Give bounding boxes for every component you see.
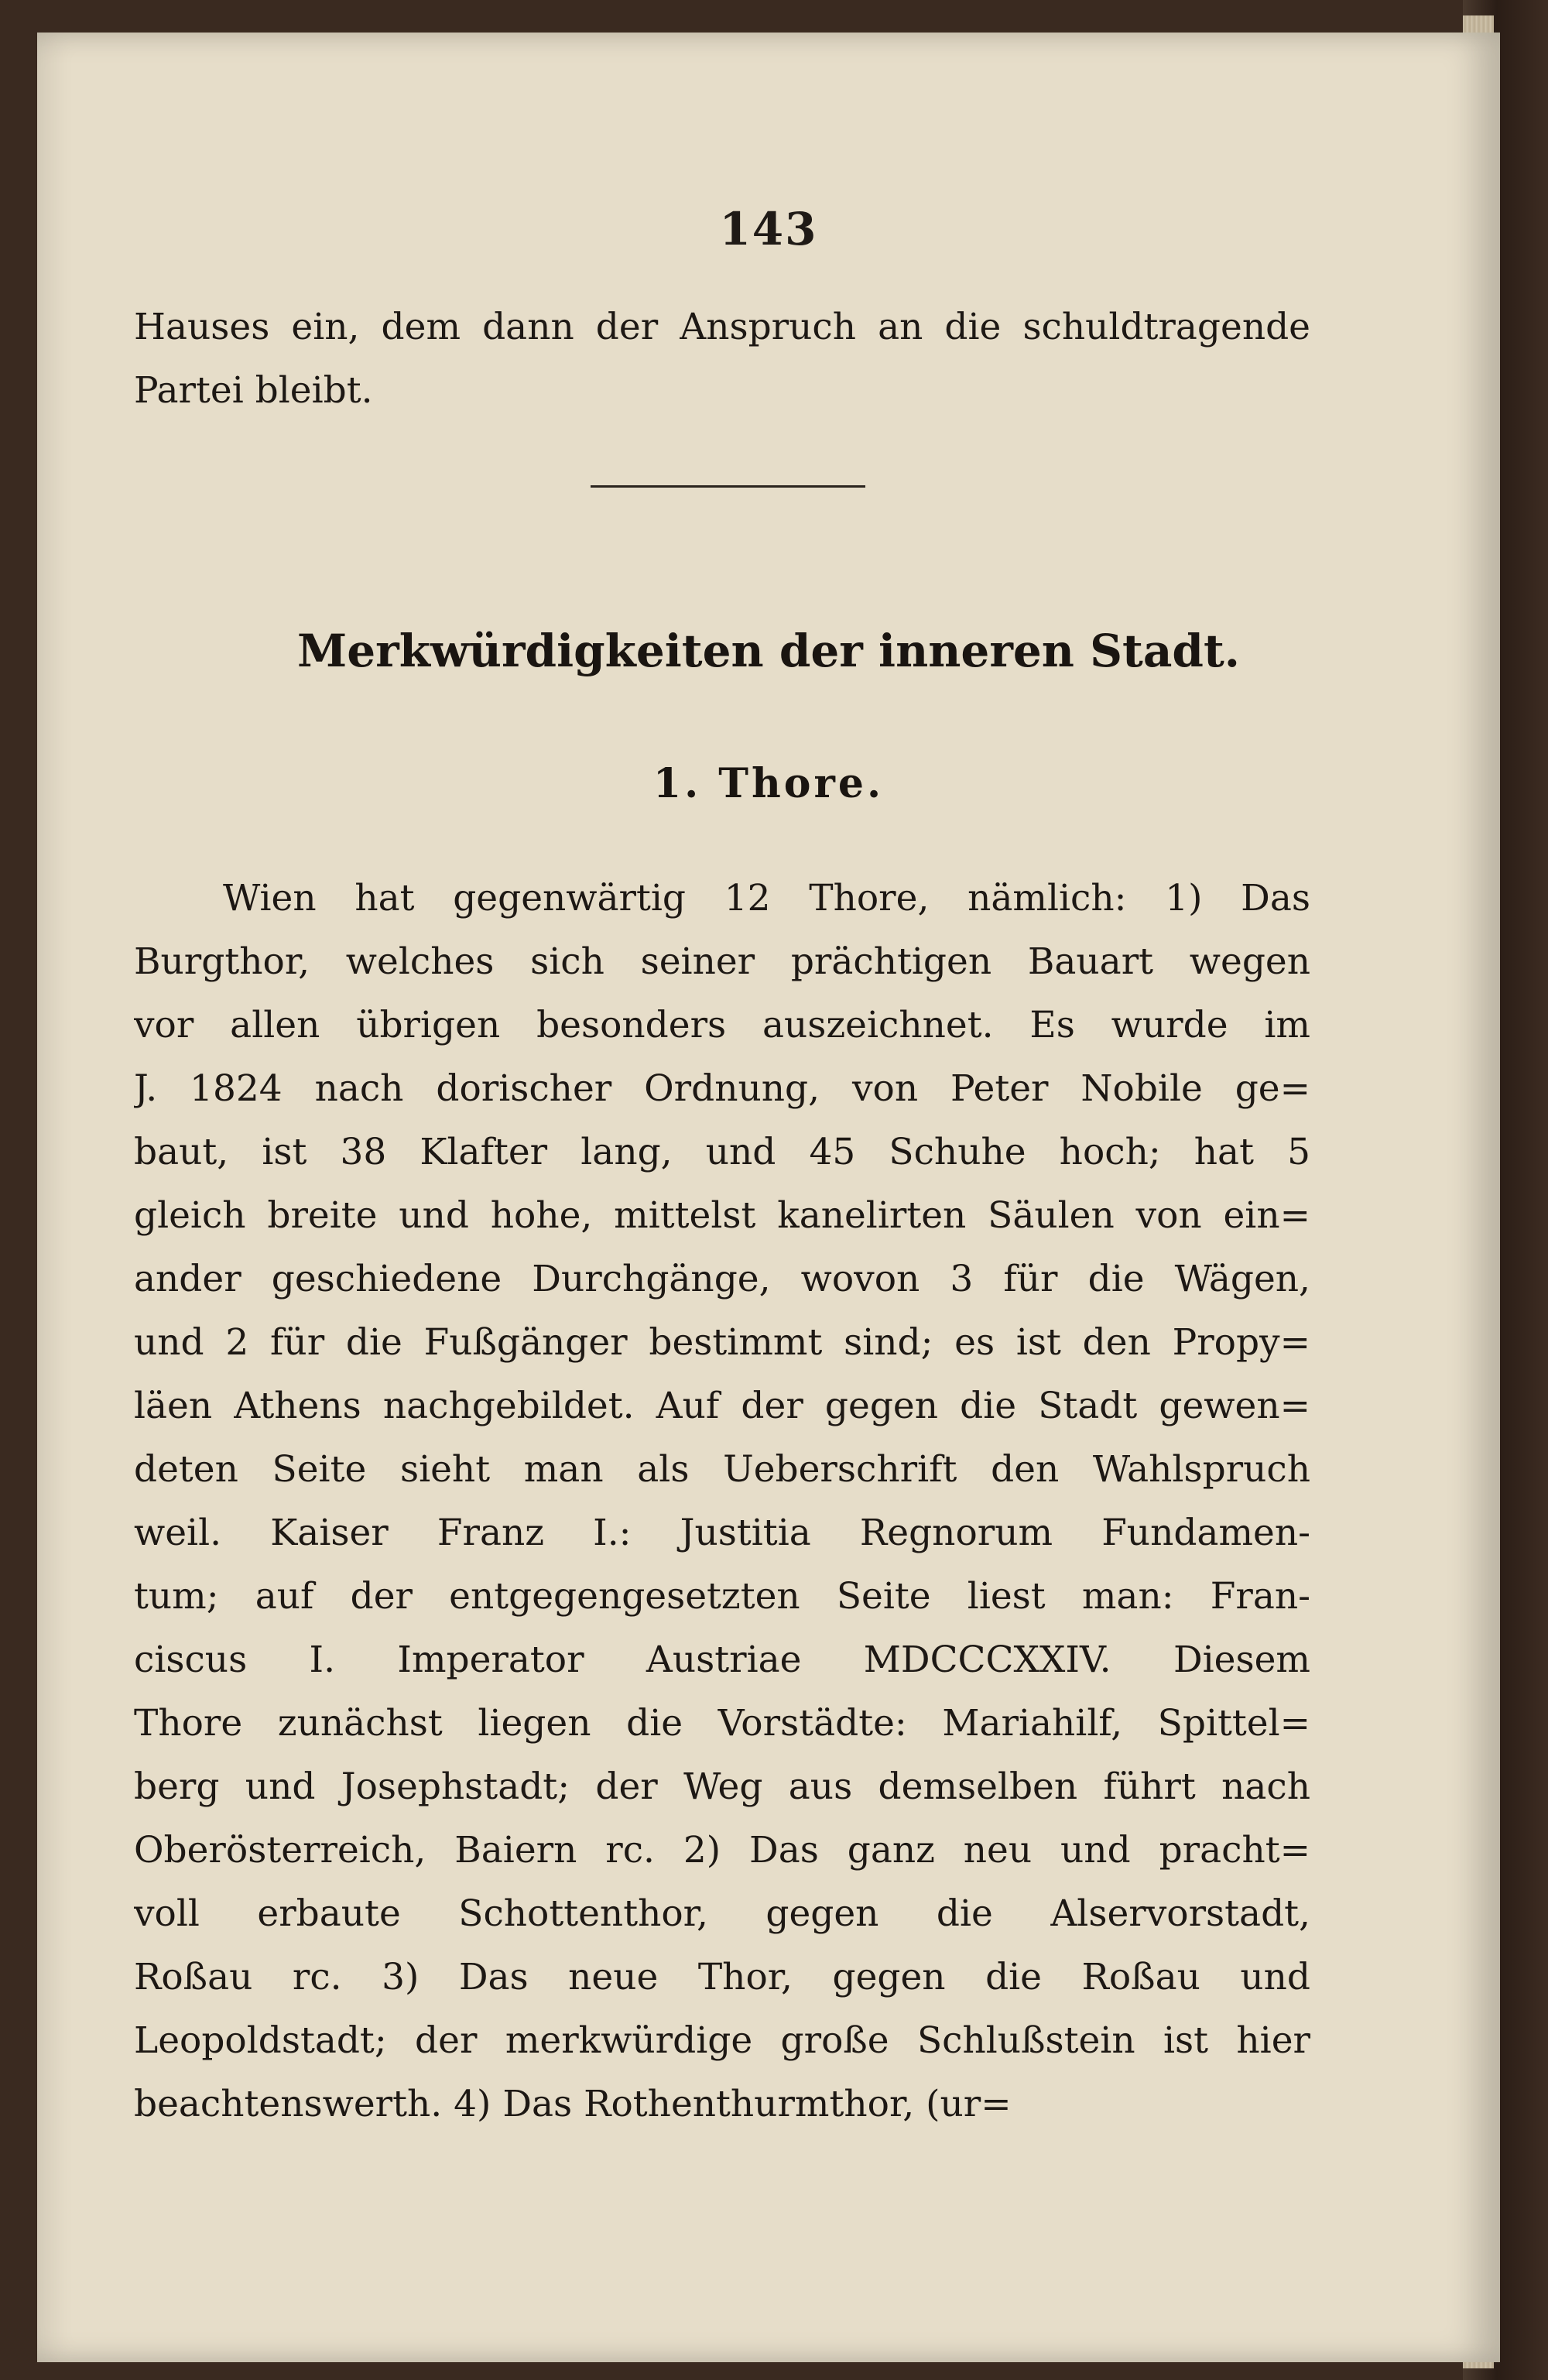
body-line: gleich breite und hohe, mittelst kanelirten Säulen von ein=: [134, 1194, 1310, 1237]
intro-paragraph: [134, 296, 1310, 423]
book-page: [37, 33, 1500, 2362]
body-line: Oberösterreich, Baiern rc. 2) Das ganz neu und pracht=: [134, 1829, 1310, 1871]
body-paragraph: [134, 867, 1310, 2136]
body-line: läen Athens nachgebildet. Auf der gegen die Stadt gewen=: [134, 1385, 1310, 1427]
body-line: Roßau rc. 3) Das neue Thor, gegen die Roßau und: [134, 1956, 1310, 1998]
body-line: berg und Josephstadt; der Weg aus demselben führt nach: [134, 1765, 1310, 1808]
intro-line: Hauses ein, dem dann der Anspruch an die schuldtragende: [134, 306, 1310, 348]
body-line: und 2 für die Fußgänger bestimmt sind; es ist den Propy=: [134, 1321, 1310, 1364]
body-line: ciscus I. Imperator Austriae MDCCCXXIV. Diesem: [134, 1639, 1310, 1681]
subsection-title: 1. Thore.: [652, 760, 885, 807]
section-divider: [591, 485, 865, 488]
section-title: Merkwürdigkeiten der inneren Stadt.: [297, 625, 1240, 677]
body-line: Wien hat gegenwärtig 12 Thore, nämlich: 1) Das: [223, 877, 1310, 919]
body-line: Burgthor, welches sich seiner prächtigen Bauart wegen: [134, 940, 1310, 983]
body-line: baut, ist 38 Klafter lang, und 45 Schuhe hoch; hat 5: [134, 1131, 1310, 1173]
body-line: deten Seite sieht man als Ueberschrift den Wahlspruch: [134, 1448, 1310, 1491]
page-number: 143: [719, 203, 818, 255]
body-line: weil. Kaiser Franz I.: Justitia Regnorum Fundamen-: [134, 1512, 1310, 1554]
body-line: tum; auf der entgegengesetzten Seite liest man: Fran-: [134, 1575, 1310, 1618]
body-line: J. 1824 nach dorischer Ordnung, von Peter Nobile ge=: [134, 1067, 1310, 1110]
body-line: vor allen übrigen besonders auszeichnet. Es wurde im: [134, 1004, 1310, 1046]
body-line: Leopoldstadt; der merkwürdige große Schlußstein ist hier: [134, 2019, 1310, 2062]
body-line: beachtenswerth. 4) Das Rothenthurmthor, (ur=: [134, 2083, 1012, 2125]
body-line: voll erbaute Schottenthor, gegen die Alservorstadt,: [134, 1892, 1310, 1935]
body-line: ander geschiedene Durchgänge, wovon 3 für die Wägen,: [134, 1258, 1310, 1300]
intro-line: Partei bleibt.: [134, 369, 373, 412]
body-line: Thore zunächst liegen die Vorstädte: Mariahilf, Spittel=: [134, 1702, 1310, 1745]
